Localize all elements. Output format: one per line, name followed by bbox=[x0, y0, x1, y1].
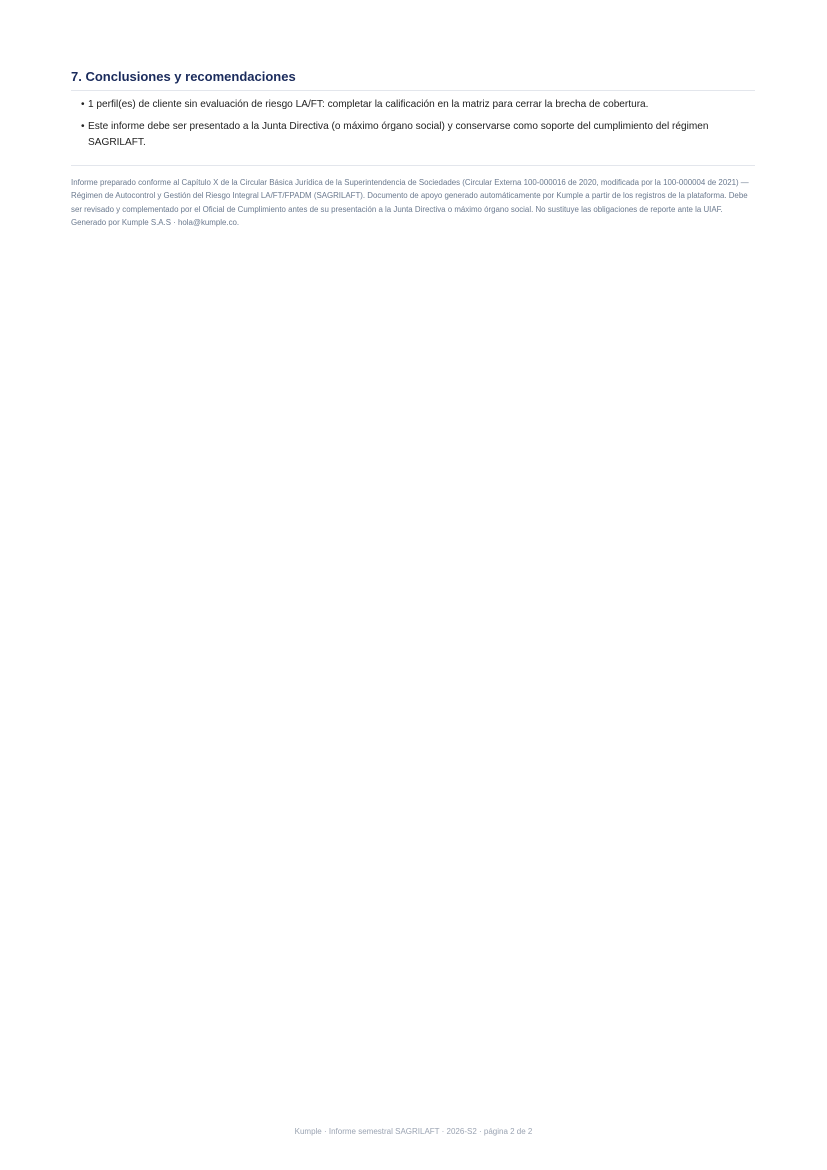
disclaimer-text: Informe preparado conforme al Capítulo X de la Circular Básica Jurídica de la Superintendencia de Sociedades (Circular Externa 100-000016 de 2020, modificada por la 100-000004 de 2021) — Régimen de Autocontrol y Gestión del Riesgo Integral LA/FT/FPADM (SAGRILAFT). Documento de apoyo generado automáticamente por Kumple a partir de los registros de la plataforma. Debe ser revisado y complementado por el Oficial de Cumplimiento antes de su presentación a la Junta Directiva o máximo órgano social. No sustituye las obligaciones de reporte ante la UIAF. Generado por Kumple S.A.S · hola@kumple.co. bbox=[71, 178, 749, 227]
page-footer: Kumple · Informe semestral SAGRILAFT · 2026-S2 · página 2 de 2 bbox=[294, 1127, 533, 1136]
list-item bbox=[81, 119, 755, 151]
list-item bbox=[81, 97, 755, 113]
conclusions-list bbox=[71, 97, 755, 151]
bullet-icon: • bbox=[81, 99, 85, 110]
bullet-icon: • bbox=[81, 121, 85, 132]
divider bbox=[71, 165, 755, 166]
report-page-content bbox=[71, 68, 755, 229]
list-item-text: 1 perfil(es) de cliente sin evaluación de riesgo LA/FT: completar la calificación en la matriz para cerrar la brecha de cobertura. bbox=[88, 99, 649, 110]
section-title: 7. Conclusiones y recomendaciones bbox=[71, 68, 755, 91]
list-item-text: Este informe debe ser presentado a la Junta Directiva (o máximo órgano social) y conservarse como soporte del cumplimiento del régimen SAGRILAFT. bbox=[88, 121, 709, 148]
